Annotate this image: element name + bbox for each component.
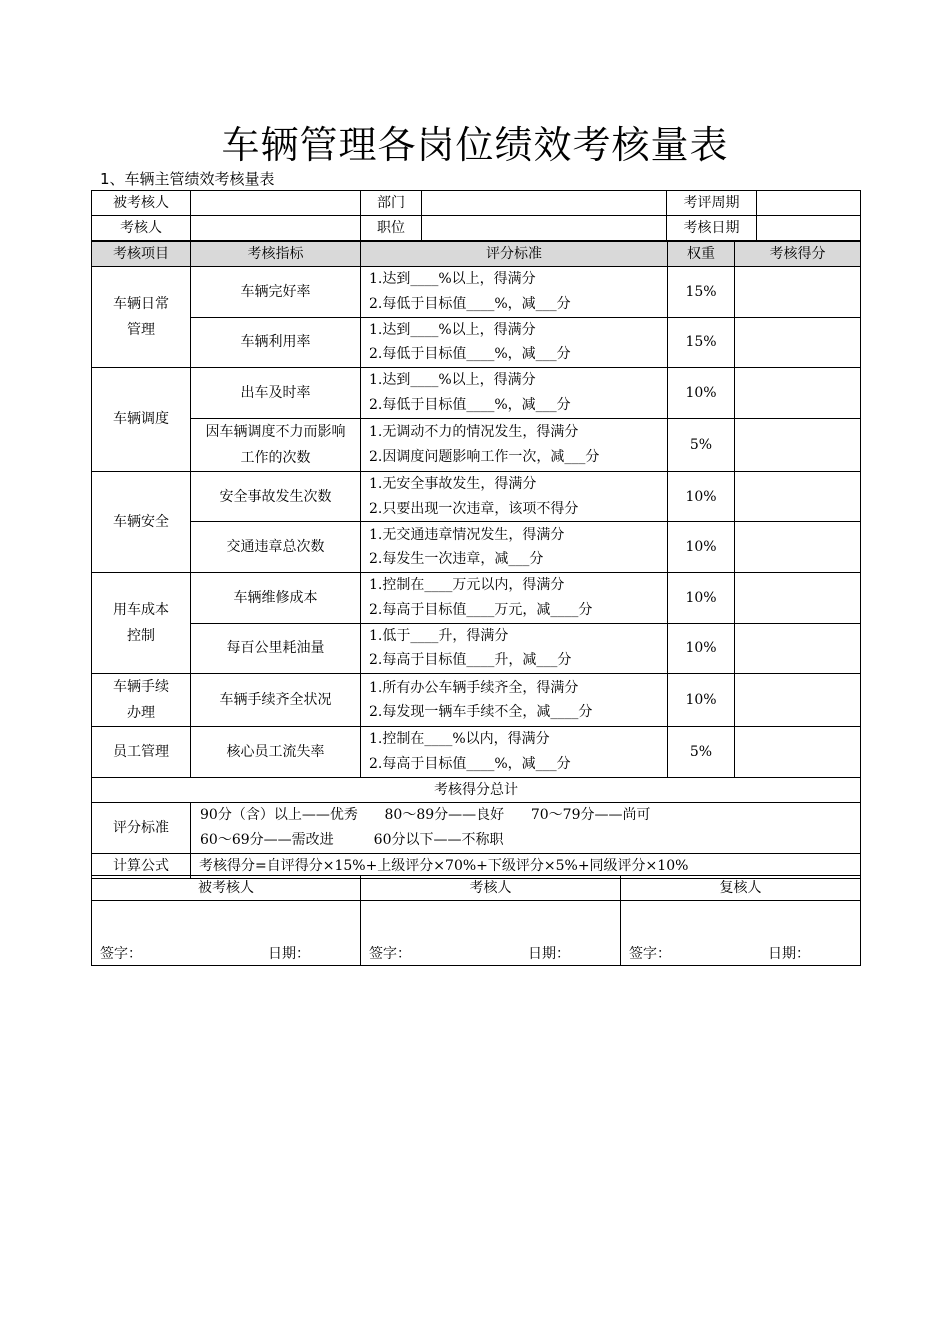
indicator-cell: 交通违章总次数 bbox=[191, 522, 361, 573]
weight-cell: 10% bbox=[668, 522, 735, 573]
criteria-line-2: 2.只要出现一次违章，该项不得分 bbox=[369, 500, 579, 517]
rating-label: 评分标准 bbox=[92, 802, 191, 853]
kpi-table bbox=[91, 241, 861, 879]
criteria-cell bbox=[361, 572, 668, 623]
criteria-cell bbox=[361, 674, 668, 727]
indicator-cell: 安全事故发生次数 bbox=[191, 471, 361, 522]
score-field[interactable] bbox=[735, 471, 861, 522]
criteria-line-1: 1.控制在____%以内，得满分 bbox=[369, 731, 550, 748]
date-field[interactable] bbox=[757, 216, 861, 241]
header-criteria: 评分标准 bbox=[361, 242, 668, 267]
criteria-line-1: 1.所有办公车辆手续齐全，得满分 bbox=[369, 679, 579, 696]
table-row bbox=[92, 572, 861, 623]
category-cell: 员工管理 bbox=[92, 727, 191, 778]
criteria-cell bbox=[361, 418, 668, 471]
table-row bbox=[92, 471, 861, 522]
weight-cell: 10% bbox=[668, 674, 735, 727]
sig-header-assessee: 被考核人 bbox=[92, 876, 361, 901]
section-subtitle: 1、车辆主管绩效考核量表 bbox=[100, 170, 275, 188]
criteria-cell bbox=[361, 471, 668, 522]
table-row bbox=[92, 267, 861, 318]
rating-line-2: 60～69分——需改进 60分以下——不称职 bbox=[200, 831, 504, 848]
indicator-cell: 出车及时率 bbox=[191, 368, 361, 419]
criteria-line-2: 2.每低于目标值____%，减___分 bbox=[369, 396, 571, 413]
sig-cell-assessor[interactable] bbox=[361, 901, 621, 966]
indicator-cell: 车辆利用率 bbox=[191, 317, 361, 368]
criteria-line-2: 2.每发现一辆车手续不全，减____分 bbox=[369, 704, 593, 721]
score-field[interactable] bbox=[735, 674, 861, 727]
weight-cell: 5% bbox=[668, 418, 735, 471]
weight-cell: 10% bbox=[668, 572, 735, 623]
assessor-label: 考核人 bbox=[92, 216, 191, 241]
score-field[interactable] bbox=[735, 418, 861, 471]
criteria-line-1: 1.控制在____万元以内，得满分 bbox=[369, 577, 565, 594]
date-label: 日期： bbox=[268, 946, 310, 962]
score-field[interactable] bbox=[735, 572, 861, 623]
criteria-line-2: 2.每低于目标值____%，减___分 bbox=[369, 346, 571, 363]
header-row bbox=[92, 242, 861, 267]
indicator-cell: 车辆手续齐全状况 bbox=[191, 674, 361, 727]
criteria-line-2: 2.每高于目标值____万元，减____分 bbox=[369, 601, 593, 618]
score-field[interactable] bbox=[735, 727, 861, 778]
category-cell: 车辆日常 管理 bbox=[92, 267, 191, 368]
period-label: 考评周期 bbox=[667, 191, 757, 216]
sig-cell-assessee[interactable] bbox=[92, 901, 361, 966]
total-score-row: 考核得分总计 bbox=[92, 777, 861, 802]
category-cell: 用车成本 控制 bbox=[92, 572, 191, 673]
rating-standard bbox=[191, 802, 861, 853]
sign-label: 签字： bbox=[629, 946, 671, 962]
weight-cell: 10% bbox=[668, 368, 735, 419]
page-title: 车辆管理各岗位绩效考核量表 bbox=[221, 123, 729, 167]
sig-cell-reviewer[interactable] bbox=[621, 901, 861, 966]
criteria-line-2: 2.每低于目标值____%，减___分 bbox=[369, 295, 571, 312]
rating-line-1: 90分（含）以上——优秀 80～89分——良好 70～79分——尚可 bbox=[200, 807, 651, 824]
weight-cell: 10% bbox=[668, 623, 735, 674]
date-label: 日期： bbox=[768, 946, 810, 962]
criteria-line-1: 1.低于____升，得满分 bbox=[369, 627, 509, 644]
table-row bbox=[92, 623, 861, 674]
category-cell: 车辆安全 bbox=[92, 471, 191, 572]
formula-text: 考核得分=自评得分×15%+上级评分×70%+下级评分×5%+同级评分×10% bbox=[191, 853, 861, 878]
assessee-field[interactable] bbox=[191, 191, 361, 216]
criteria-line-1: 1.无调动不力的情况发生，得满分 bbox=[369, 424, 579, 441]
date-label: 日期： bbox=[528, 946, 570, 962]
weight-cell: 15% bbox=[668, 317, 735, 368]
date-label: 考核日期 bbox=[667, 216, 757, 241]
assessee-label: 被考核人 bbox=[92, 191, 191, 216]
criteria-cell bbox=[361, 368, 668, 419]
indicator-cell: 车辆完好率 bbox=[191, 267, 361, 318]
table-row bbox=[92, 418, 861, 471]
table-row bbox=[92, 674, 861, 727]
sig-header-assessor: 考核人 bbox=[361, 876, 621, 901]
weight-cell: 5% bbox=[668, 727, 735, 778]
criteria-cell bbox=[361, 727, 668, 778]
criteria-line-1: 1.达到____%以上，得满分 bbox=[369, 321, 536, 338]
category-cell: 车辆调度 bbox=[92, 368, 191, 472]
indicator-cell: 核心员工流失率 bbox=[191, 727, 361, 778]
sign-label: 签字： bbox=[369, 946, 411, 962]
criteria-line-2: 2.因调度问题影响工作一次，减___分 bbox=[369, 448, 600, 465]
header-item: 考核项目 bbox=[92, 242, 191, 267]
assessor-field[interactable] bbox=[191, 216, 361, 241]
dept-label: 部门 bbox=[361, 191, 422, 216]
indicator-cell: 每百公里耗油量 bbox=[191, 623, 361, 674]
indicator-cell: 因车辆调度不力而影响工作的次数 bbox=[191, 418, 361, 471]
weight-cell: 10% bbox=[668, 471, 735, 522]
score-field[interactable] bbox=[735, 623, 861, 674]
table-row bbox=[92, 522, 861, 573]
criteria-line-2: 2.每发生一次违章，减___分 bbox=[369, 551, 544, 568]
criteria-cell bbox=[361, 623, 668, 674]
sig-header-reviewer: 复核人 bbox=[621, 876, 861, 901]
info-table bbox=[91, 190, 861, 241]
position-field[interactable] bbox=[422, 216, 667, 241]
criteria-cell bbox=[361, 522, 668, 573]
criteria-line-1: 1.无安全事故发生，得满分 bbox=[369, 476, 537, 493]
header-score: 考核得分 bbox=[735, 242, 861, 267]
weight-cell: 15% bbox=[668, 267, 735, 318]
category-cell: 车辆手续 办理 bbox=[92, 674, 191, 727]
score-field[interactable] bbox=[735, 368, 861, 419]
table-row bbox=[92, 317, 861, 368]
criteria-line-1: 1.达到____%以上，得满分 bbox=[369, 271, 536, 288]
header-indicator: 考核指标 bbox=[191, 242, 361, 267]
criteria-line-2: 2.每高于目标值____%，减___分 bbox=[369, 755, 571, 772]
header-weight: 权重 bbox=[668, 242, 735, 267]
sign-label: 签字： bbox=[100, 946, 142, 962]
criteria-cell bbox=[361, 317, 668, 368]
table-row bbox=[92, 727, 861, 778]
signature-table bbox=[91, 875, 861, 966]
score-field[interactable] bbox=[735, 317, 861, 368]
score-field[interactable] bbox=[735, 522, 861, 573]
indicator-cell: 车辆维修成本 bbox=[191, 572, 361, 623]
criteria-line-2: 2.每高于目标值____升，减___分 bbox=[369, 652, 572, 669]
criteria-cell bbox=[361, 267, 668, 318]
period-field[interactable] bbox=[757, 191, 861, 216]
formula-label: 计算公式 bbox=[92, 853, 191, 878]
table-row bbox=[92, 368, 861, 419]
position-label: 职位 bbox=[361, 216, 422, 241]
score-field[interactable] bbox=[735, 267, 861, 318]
dept-field[interactable] bbox=[422, 191, 667, 216]
criteria-line-1: 1.达到____%以上，得满分 bbox=[369, 372, 536, 389]
criteria-line-1: 1.无交通违章情况发生，得满分 bbox=[369, 526, 565, 543]
